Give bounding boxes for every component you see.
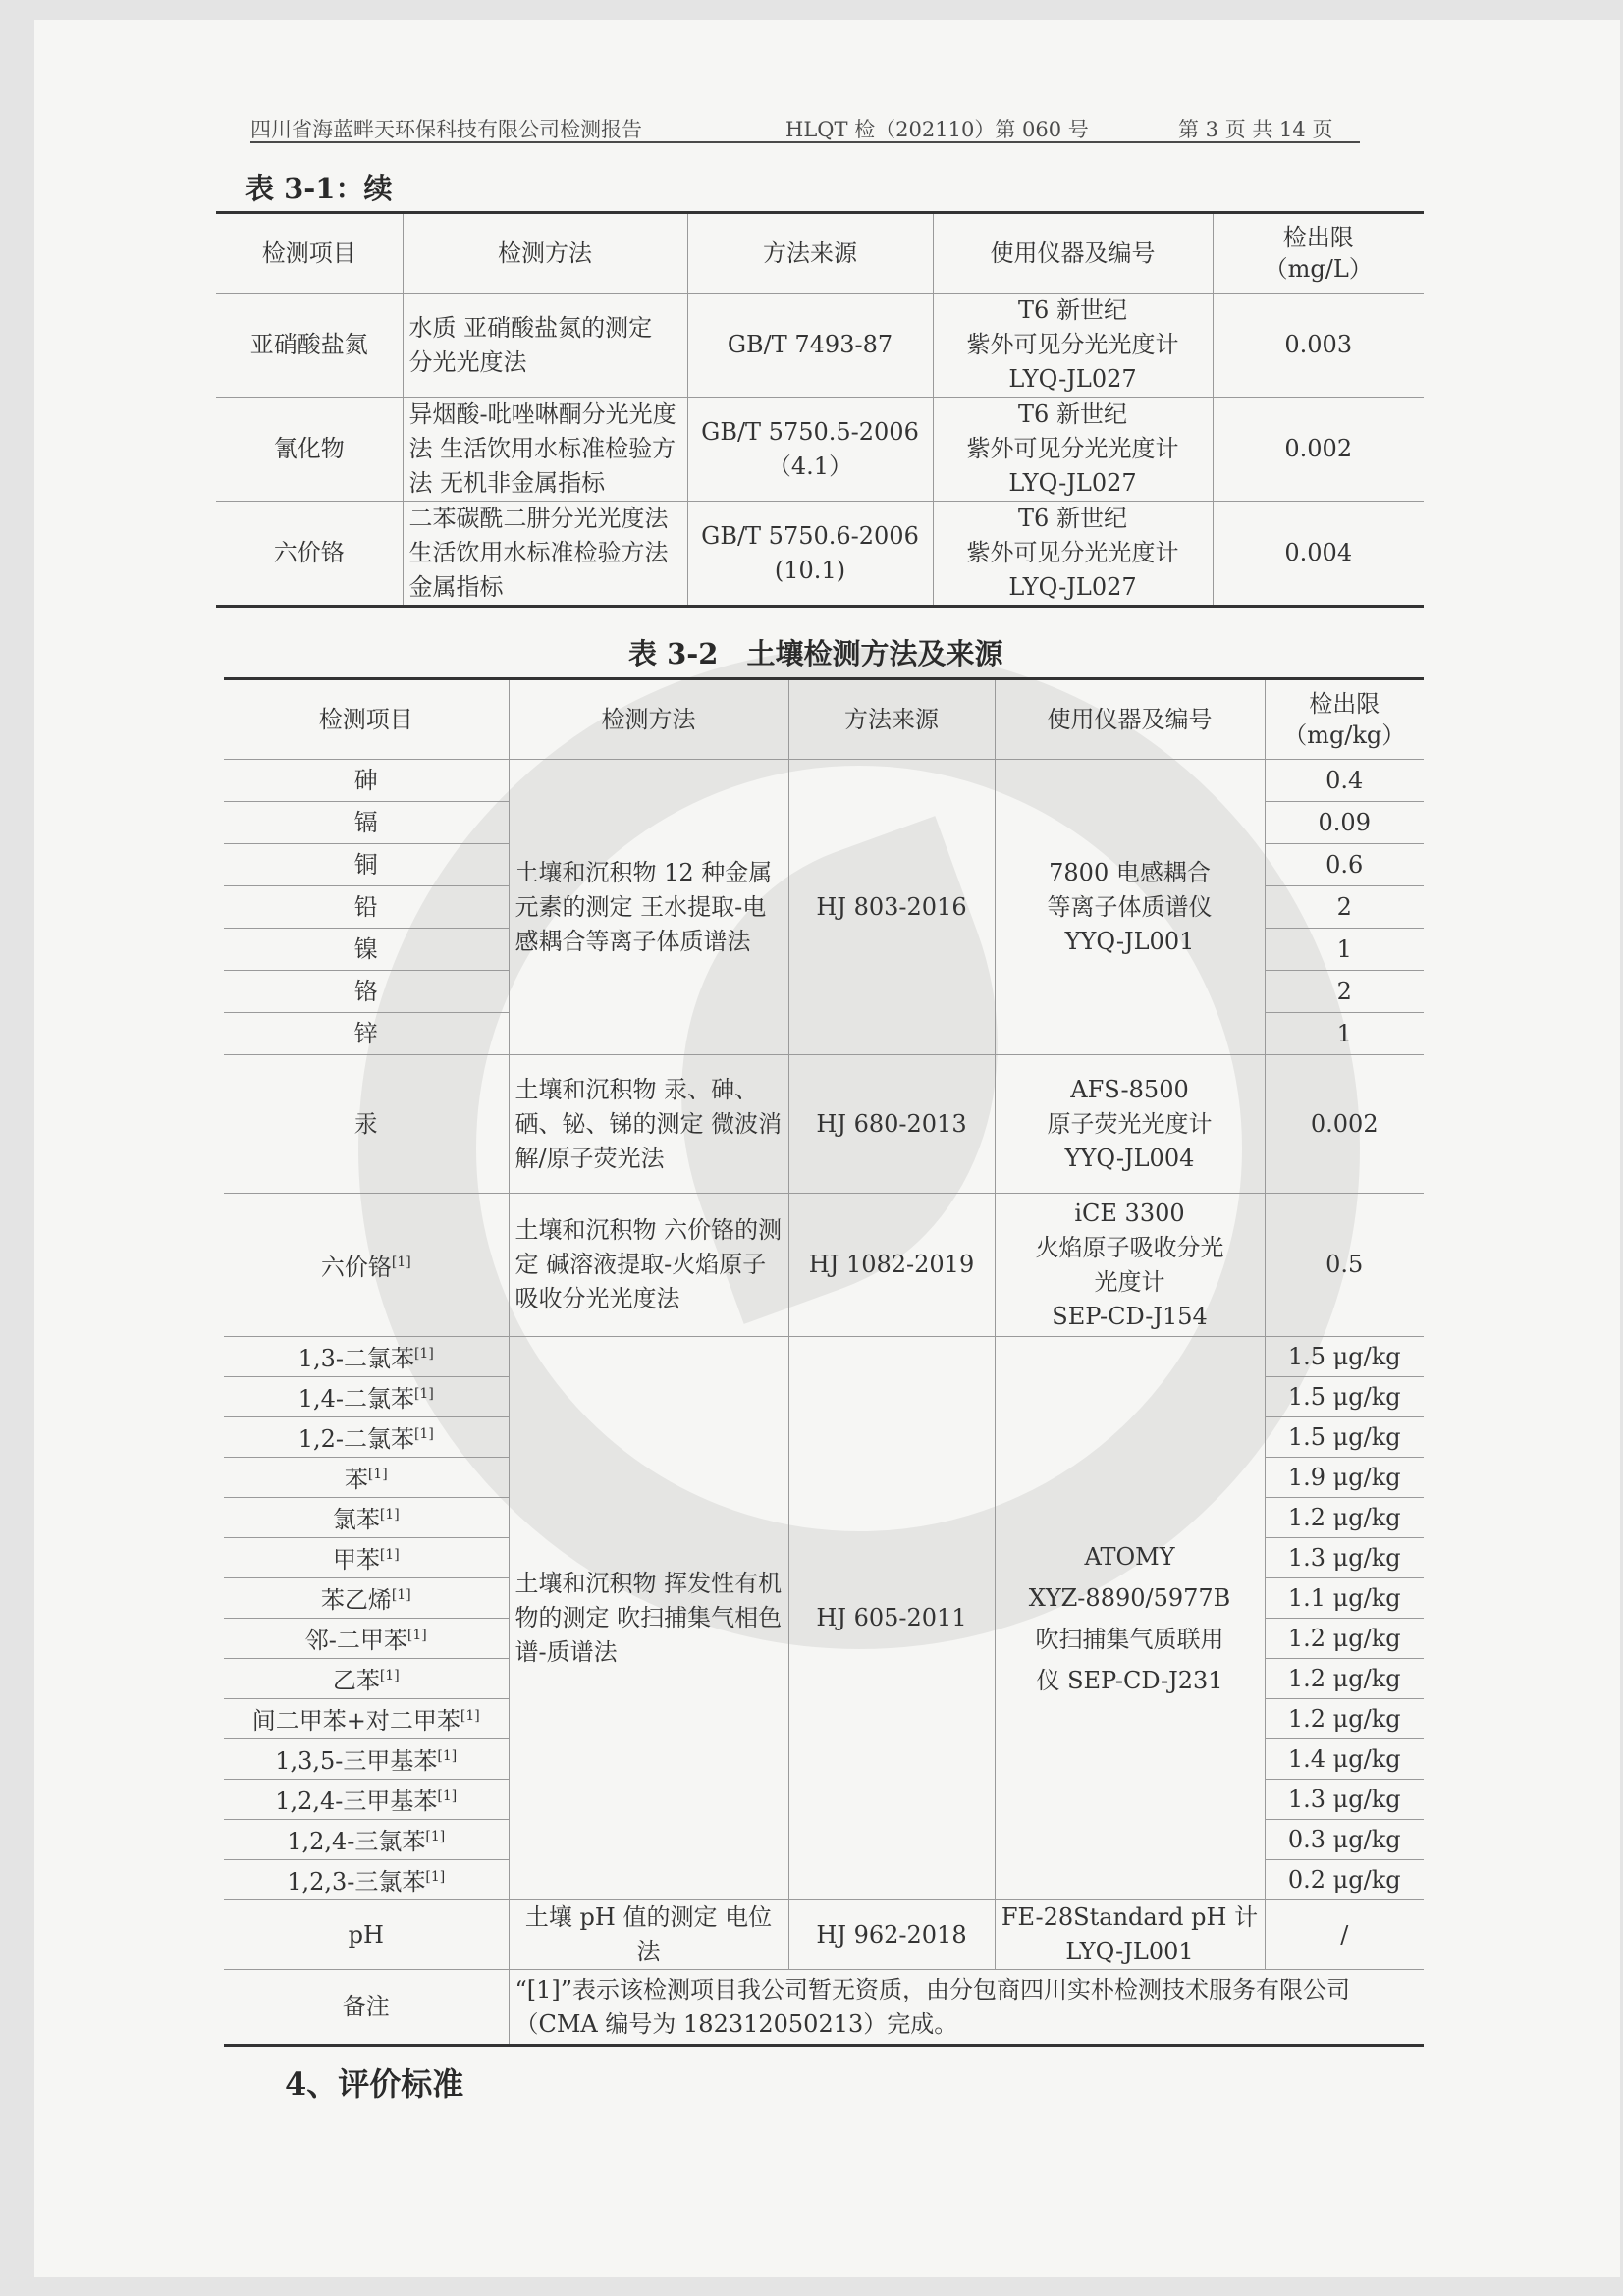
chromium6-instrument: iCE 3300 火焰原子吸收分光 光度计 SEP-CD-J154 <box>995 1194 1265 1337</box>
table-row <box>224 1900 1424 1970</box>
voc-limit: 1.2 μg/kg <box>1265 1699 1424 1739</box>
mercury-source: HJ 680-2013 <box>788 1055 995 1194</box>
voc-item: 苯[1] <box>224 1458 509 1498</box>
row-limit: 0.004 <box>1213 502 1424 607</box>
voc-item: 1,2,3-三氯苯[1] <box>224 1860 509 1900</box>
header-source: 方法来源 <box>687 213 933 294</box>
row-source: GB/T 5750.5-2006 （4.1） <box>687 398 933 502</box>
header-item: 检测项目 <box>216 213 403 294</box>
mercury-method: 土壤和沉积物 汞、砷、硒、铋、锑的测定 微波消解/原子荧光法 <box>509 1055 788 1194</box>
metal-item: 锌 <box>224 1013 509 1055</box>
water-method-table <box>216 211 1424 608</box>
voc-limit: 1.2 μg/kg <box>1265 1659 1424 1699</box>
voc-limit: 1.4 μg/kg <box>1265 1739 1424 1780</box>
ph-item: pH <box>224 1900 509 1970</box>
table-row <box>224 1055 1424 1194</box>
header-company: 四川省海蓝畔天环保科技有限公司检测报告 <box>250 118 642 141</box>
metal-limit: 2 <box>1265 971 1424 1013</box>
row-limit: 0.003 <box>1213 294 1424 398</box>
row-instrument: T6 新世纪 紫外可见分光光度计 LYQ-JL027 <box>933 294 1213 398</box>
mercury-limit: 0.002 <box>1265 1055 1424 1194</box>
voc-item: 1,3,5-三甲基苯[1] <box>224 1739 509 1780</box>
table-row <box>224 1194 1424 1337</box>
voc-limit: 1.1 μg/kg <box>1265 1578 1424 1619</box>
table1-caption: 表 3-1：续 <box>245 172 393 205</box>
header-report-no: HLQT 检（202110）第 060 号 <box>785 118 1089 141</box>
voc-limit: 1.5 μg/kg <box>1265 1417 1424 1458</box>
voc-instrument: ATOMY XYZ-8890/5977B 吹扫捕集气质联用 仪 SEP-CD-J231 <box>995 1337 1265 1900</box>
voc-item: 间二甲苯+对二甲苯[1] <box>224 1699 509 1739</box>
row-instrument: T6 新世纪 紫外可见分光光度计 LYQ-JL027 <box>933 502 1213 607</box>
row-item: 六价铬 <box>216 502 403 607</box>
mercury-item: 汞 <box>224 1055 509 1194</box>
voc-item: 苯乙烯[1] <box>224 1578 509 1619</box>
header-item: 检测项目 <box>224 679 509 760</box>
voc-item: 1,4-二氯苯[1] <box>224 1377 509 1417</box>
header-instrument: 使用仪器及编号 <box>995 679 1265 760</box>
table2-caption: 表 3-2 土壤检测方法及来源 <box>628 637 1003 670</box>
row-source: GB/T 7493-87 <box>687 294 933 398</box>
metal-limit: 2 <box>1265 886 1424 929</box>
header-source: 方法来源 <box>788 679 995 760</box>
table-header-row <box>216 213 1424 294</box>
voc-item: 甲苯[1] <box>224 1538 509 1578</box>
table-row <box>224 760 1424 802</box>
note-label: 备注 <box>224 1970 509 2046</box>
metal-item: 铅 <box>224 886 509 929</box>
row-instrument: T6 新世纪 紫外可见分光光度计 LYQ-JL027 <box>933 398 1213 502</box>
voc-limit: 0.2 μg/kg <box>1265 1860 1424 1900</box>
header-page-number: 第 3 页 共 14 页 <box>1178 118 1333 141</box>
row-method: 二苯碳酰二肼分光光度法生活饮用水标准检验方法金属指标 <box>403 502 687 607</box>
metal-item: 铜 <box>224 844 509 886</box>
page-header <box>250 114 1360 143</box>
ph-limit: / <box>1265 1900 1424 1970</box>
voc-item: 1,2-二氯苯[1] <box>224 1417 509 1458</box>
metal-limit: 0.09 <box>1265 802 1424 844</box>
ph-source: HJ 962-2018 <box>788 1900 995 1970</box>
row-item: 氰化物 <box>216 398 403 502</box>
voc-source: HJ 605-2011 <box>788 1337 995 1900</box>
header-limit: 检出限 （mg/L） <box>1213 213 1424 294</box>
metal-limit: 0.4 <box>1265 760 1424 802</box>
voc-limit: 1.5 μg/kg <box>1265 1377 1424 1417</box>
row-limit: 0.002 <box>1213 398 1424 502</box>
metal-limit: 1 <box>1265 1013 1424 1055</box>
voc-item: 邻-二甲苯[1] <box>224 1619 509 1659</box>
row-source: GB/T 5750.6-2006 (10.1) <box>687 502 933 607</box>
voc-limit: 0.3 μg/kg <box>1265 1820 1424 1860</box>
metal-item: 砷 <box>224 760 509 802</box>
voc-item: 氯苯[1] <box>224 1498 509 1538</box>
voc-limit: 1.2 μg/kg <box>1265 1619 1424 1659</box>
metal-limit: 0.6 <box>1265 844 1424 886</box>
chromium6-item: 六价铬[1] <box>224 1194 509 1337</box>
soil-method-table <box>224 677 1424 2047</box>
section-title: 4、评价标准 <box>285 2065 464 2103</box>
ph-instrument: FE-28Standard pH 计 LYQ-JL001 <box>995 1900 1265 1970</box>
metal-item: 镉 <box>224 802 509 844</box>
chromium6-limit: 0.5 <box>1265 1194 1424 1337</box>
row-method: 水质 亚硝酸盐氮的测定 分光光度法 <box>403 294 687 398</box>
table-header-row <box>224 679 1424 760</box>
table-row <box>224 1970 1424 2046</box>
metal-method: 土壤和沉积物 12 种金属元素的测定 王水提取-电感耦合等离子体质谱法 <box>509 760 788 1055</box>
voc-limit: 1.3 μg/kg <box>1265 1538 1424 1578</box>
table-row <box>224 1337 1424 1377</box>
voc-limit: 1.2 μg/kg <box>1265 1498 1424 1538</box>
table-row <box>216 398 1424 502</box>
ph-method: 土壤 pH 值的测定 电位法 <box>509 1900 788 1970</box>
row-method: 异烟酸-吡唑啉酮分光光度法 生活饮用水标准检验方法 无机非金属指标 <box>403 398 687 502</box>
metal-instrument: 7800 电感耦合 等离子体质谱仪 YYQ-JL001 <box>995 760 1265 1055</box>
metal-item: 铬 <box>224 971 509 1013</box>
table-row <box>216 294 1424 398</box>
voc-limit: 1.9 μg/kg <box>1265 1458 1424 1498</box>
header-method: 检测方法 <box>403 213 687 294</box>
voc-item: 1,3-二氯苯[1] <box>224 1337 509 1377</box>
header-method: 检测方法 <box>509 679 788 760</box>
metal-limit: 1 <box>1265 929 1424 971</box>
chromium6-method: 土壤和沉积物 六价铬的测定 碱溶液提取-火焰原子吸收分光光度法 <box>509 1194 788 1337</box>
voc-method: 土壤和沉积物 挥发性有机物的测定 吹扫捕集气相色谱-质谱法 <box>509 1337 788 1900</box>
chromium6-source: HJ 1082-2019 <box>788 1194 995 1337</box>
header-limit: 检出限 （mg/kg） <box>1265 679 1424 760</box>
voc-item: 1,2,4-三甲基苯[1] <box>224 1780 509 1820</box>
voc-item: 1,2,4-三氯苯[1] <box>224 1820 509 1860</box>
table-row <box>216 502 1424 607</box>
voc-limit: 1.5 μg/kg <box>1265 1337 1424 1377</box>
voc-item: 乙苯[1] <box>224 1659 509 1699</box>
voc-limit: 1.3 μg/kg <box>1265 1780 1424 1820</box>
metal-item: 镍 <box>224 929 509 971</box>
row-item: 亚硝酸盐氮 <box>216 294 403 398</box>
note-text: “[1]”表示该检测项目我公司暂无资质，由分包商四川实朴检测技术服务有限公司（CMA 编号为 182312050213）完成。 <box>509 1970 1424 2046</box>
mercury-instrument: AFS-8500 原子荧光光度计 YYQ-JL004 <box>995 1055 1265 1194</box>
header-instrument: 使用仪器及编号 <box>933 213 1213 294</box>
metal-source: HJ 803-2016 <box>788 760 995 1055</box>
